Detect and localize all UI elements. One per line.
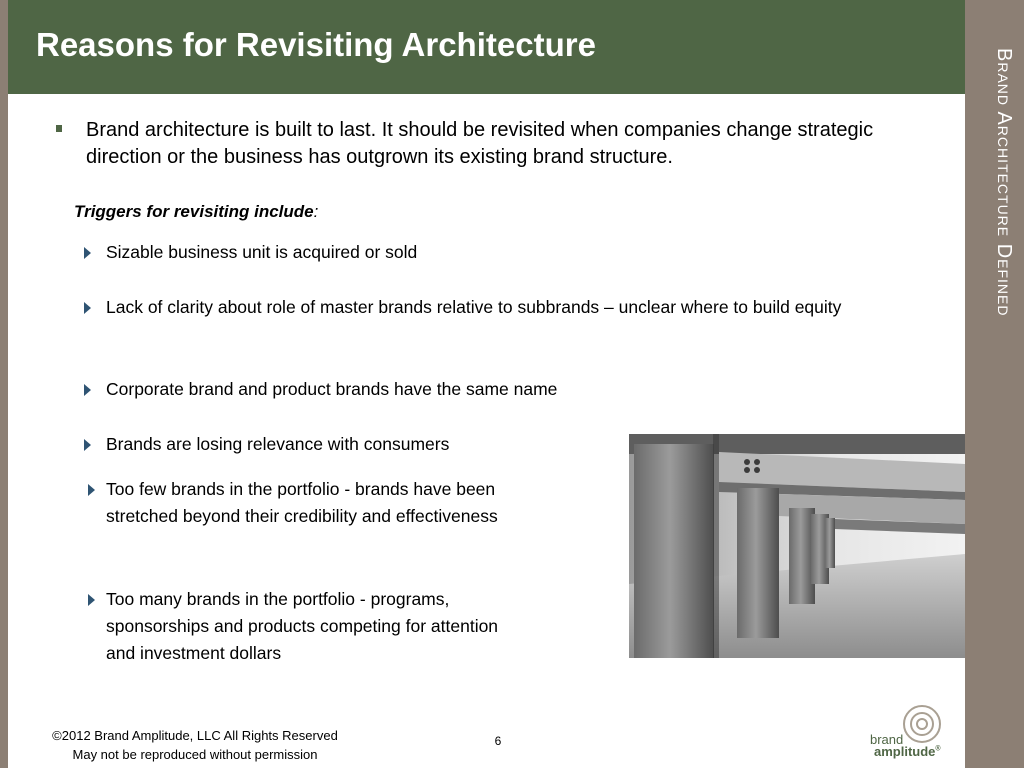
trigger-text: Corporate brand and product brands have the same name (106, 379, 558, 399)
triggers-heading-text: Triggers for revisiting include (74, 202, 314, 221)
registered-mark: ® (935, 745, 941, 753)
trigger-text: Sizable business unit is acquired or sold (106, 242, 418, 262)
brand-amplitude-logo (866, 702, 956, 760)
triangle-arrow-icon (84, 302, 91, 314)
trigger-text: Too few brands in the portfolio - brands have been stretched beyond their credibility and effectiveness (106, 479, 498, 526)
side-section-title: Brand Architecture Defined (993, 48, 1015, 317)
permission-line: May not be reproduced without permission (72, 747, 318, 762)
copyright-line: ©2012 Brand Amplitude, LLC All Rights Reserved (52, 728, 338, 743)
triangle-arrow-icon (84, 247, 91, 259)
main-bullet-text: Brand architecture is built to last. It should be revisited when companies change strategic direction or the business has outgrown its existing brand structure. (86, 119, 874, 168)
square-bullet-icon (56, 125, 62, 132)
triangle-arrow-icon (84, 439, 91, 451)
pier-photo (629, 434, 965, 658)
trigger-text: Brands are losing relevance with consumers (106, 434, 450, 454)
triangle-arrow-icon (88, 484, 95, 496)
logo-word-brand: brand (870, 732, 904, 747)
title-bar (8, 0, 965, 94)
page-number: 6 (494, 734, 502, 748)
logo-word-amplitude-text: amplitude (874, 744, 936, 759)
triangle-arrow-icon (88, 594, 95, 606)
triangle-arrow-icon (84, 384, 91, 396)
logo-word-amplitude (874, 744, 941, 759)
trigger-text: Lack of clarity about role of master brands relative to subbrands – unclear where to build equity (106, 297, 842, 317)
trigger-text: Too many brands in the portfolio - programs, sponsorships and products competing for attention and investment dollars (106, 589, 499, 663)
footer-copyright (30, 726, 360, 764)
triggers-heading (74, 202, 318, 222)
left-border (0, 0, 8, 768)
triggers-heading-colon: : (313, 202, 319, 221)
slide-title: Reasons for Revisiting Architecture (36, 26, 596, 63)
